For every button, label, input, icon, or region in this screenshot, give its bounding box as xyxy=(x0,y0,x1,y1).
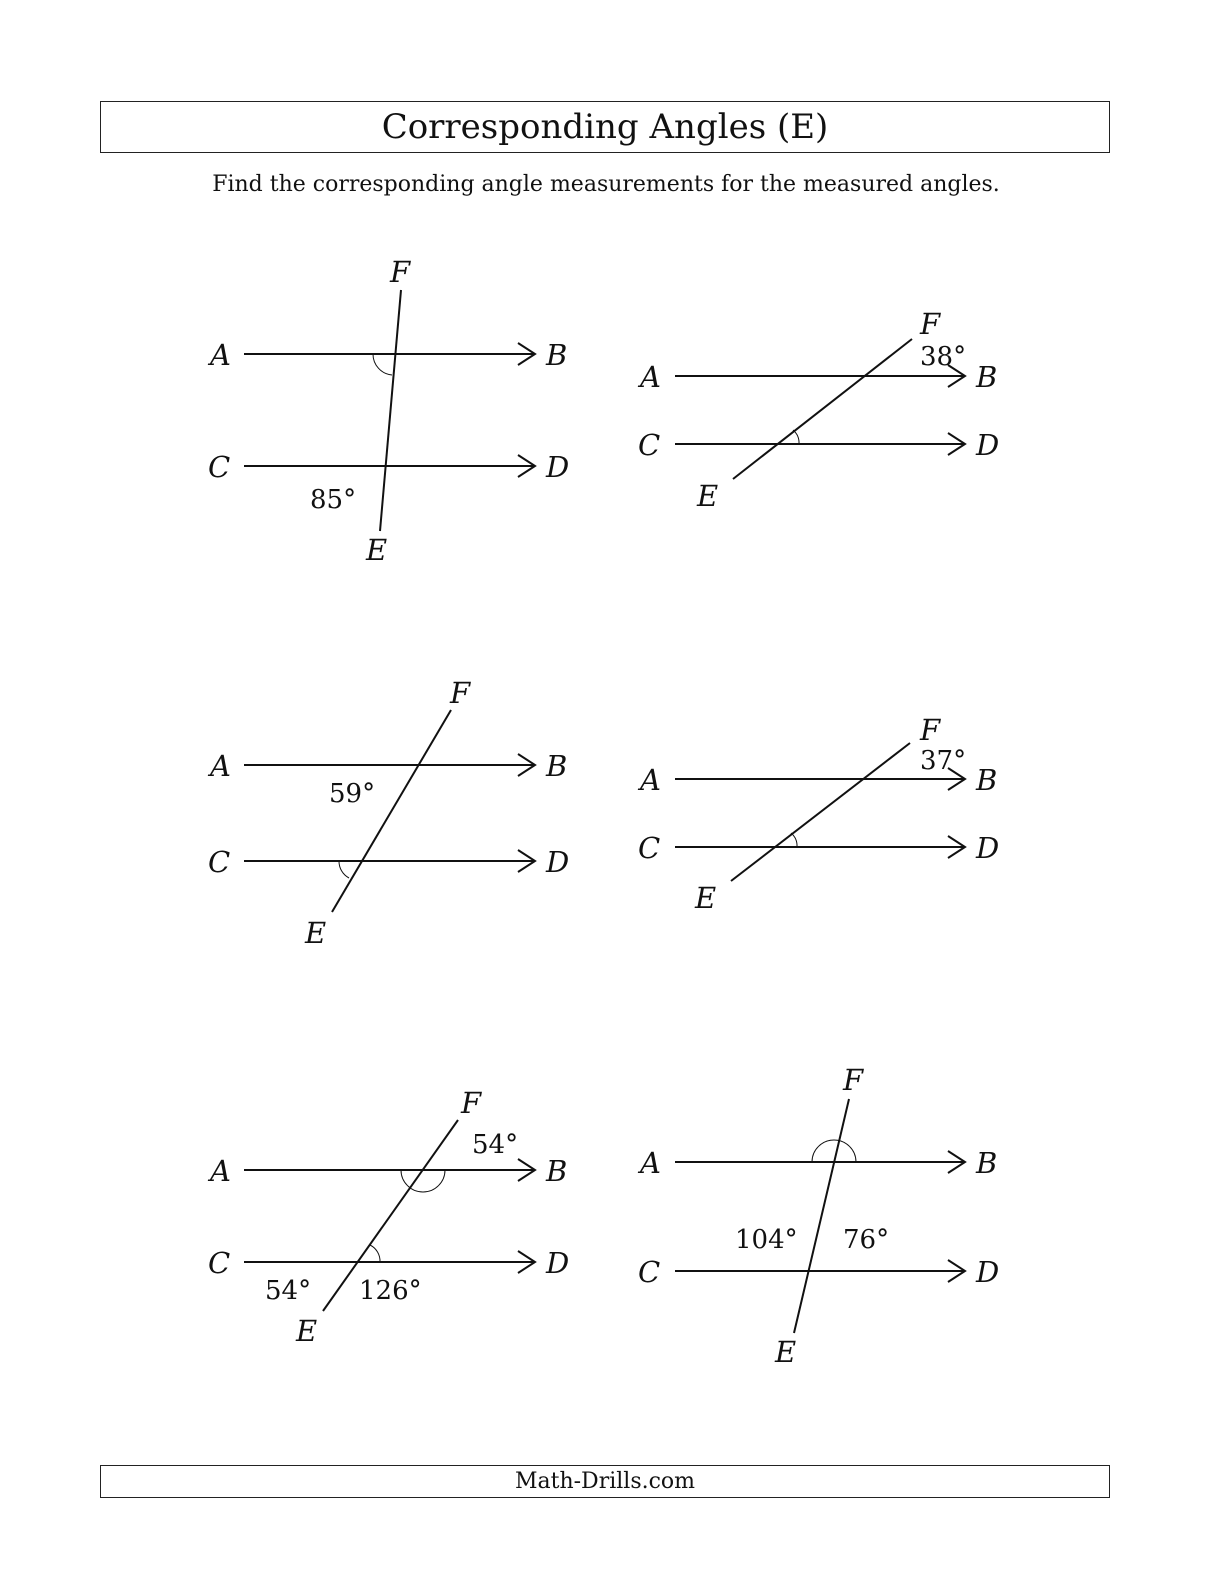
point-label-d: D xyxy=(976,428,1000,462)
point-label-e: E xyxy=(296,1314,318,1348)
transversal-ef xyxy=(332,710,451,912)
angle-measure: 38° xyxy=(920,342,967,372)
point-label-f: F xyxy=(461,1086,482,1120)
point-label-d: D xyxy=(976,1255,1000,1289)
problem-5 xyxy=(207,1086,569,1348)
point-label-e: E xyxy=(366,533,388,567)
footer-site-name: Math-Drills.com xyxy=(514,1469,696,1494)
angle-arc-upper xyxy=(401,1170,445,1192)
angle-measure-lower-left: 54° xyxy=(265,1276,312,1306)
problem-6 xyxy=(637,1063,999,1369)
point-label-f: F xyxy=(920,713,941,747)
angle-arc xyxy=(339,861,349,878)
transversal-ef xyxy=(733,339,912,479)
point-label-f: F xyxy=(450,676,471,710)
point-label-b: B xyxy=(976,360,998,394)
point-label-f: F xyxy=(390,255,411,289)
footer-box xyxy=(100,1465,1110,1498)
point-label-a: A xyxy=(210,338,231,372)
point-label-e: E xyxy=(305,916,327,950)
point-label-b: B xyxy=(546,1154,568,1188)
point-label-f: F xyxy=(843,1063,864,1097)
angle-measure-right: 76° xyxy=(843,1225,890,1255)
angle-arc-lower xyxy=(370,1245,380,1262)
instructions: Find the corresponding angle measurements for the measured angles. xyxy=(212,172,1000,197)
point-label-c: C xyxy=(638,1255,661,1289)
point-label-c: C xyxy=(638,428,661,462)
problem-3 xyxy=(207,676,569,950)
point-label-b: B xyxy=(546,749,568,783)
point-label-a: A xyxy=(640,1146,661,1180)
point-label-d: D xyxy=(546,845,570,879)
point-label-a: A xyxy=(210,1154,231,1188)
problem-1 xyxy=(207,255,569,567)
transversal-ef xyxy=(731,743,910,881)
point-label-a: A xyxy=(210,749,231,783)
point-label-b: B xyxy=(546,338,568,372)
angle-measure: 37° xyxy=(920,746,967,776)
angle-arc xyxy=(373,354,392,375)
point-label-b: B xyxy=(976,1146,998,1180)
angle-measure: 85° xyxy=(310,485,357,515)
problem-2 xyxy=(637,307,999,513)
transversal-ef xyxy=(380,290,401,531)
point-label-e: E xyxy=(695,881,717,915)
point-label-d: D xyxy=(546,1246,570,1280)
angle-measure-lower-right: 126° xyxy=(359,1276,422,1306)
angle-measure-upper: 54° xyxy=(472,1130,519,1160)
problem-4 xyxy=(637,713,999,915)
point-label-c: C xyxy=(208,845,231,879)
point-label-d: D xyxy=(546,450,570,484)
transversal-ef xyxy=(794,1099,849,1333)
point-label-e: E xyxy=(697,479,719,513)
point-label-c: C xyxy=(638,831,661,865)
point-label-c: C xyxy=(208,1246,231,1280)
angle-measure: 59° xyxy=(329,779,376,809)
point-label-e: E xyxy=(775,1335,797,1369)
point-label-f: F xyxy=(920,307,941,341)
point-label-d: D xyxy=(976,831,1000,865)
worksheet-title: Corresponding Angles (E) xyxy=(381,107,829,147)
point-label-a: A xyxy=(640,763,661,797)
point-label-c: C xyxy=(208,450,231,484)
point-label-b: B xyxy=(976,763,998,797)
point-label-a: A xyxy=(640,360,661,394)
angle-measure-left: 104° xyxy=(735,1225,798,1255)
